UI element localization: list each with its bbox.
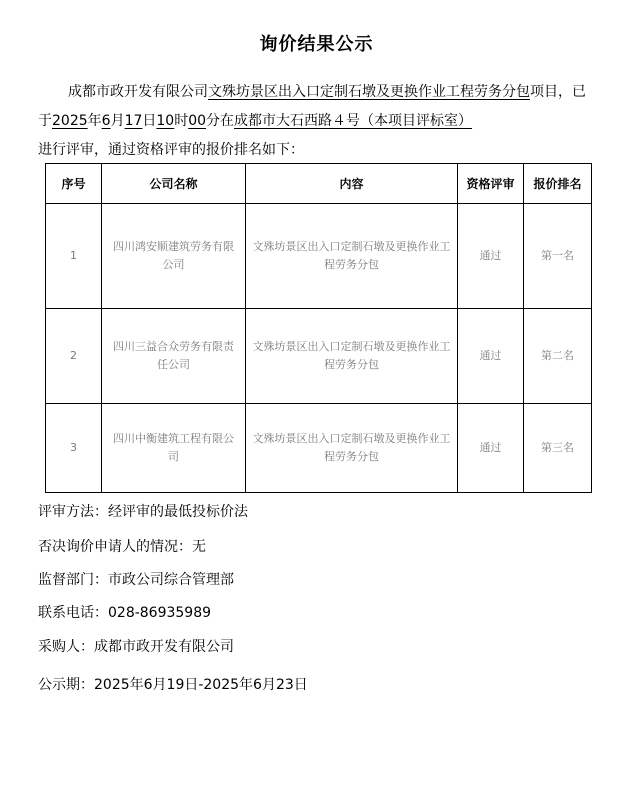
intro-paragraph — [38, 78, 598, 165]
document-title: 询价结果公示 — [259, 34, 374, 55]
purchaser-info: 采购人：成都市政开发有限公司 — [38, 639, 234, 655]
table-row — [46, 204, 592, 309]
cell-content: 文殊坊景区出入口定制石墩及更换作业工程劳务分包 — [246, 204, 458, 309]
supervising-department: 监督部门：市政公司综合管理部 — [38, 572, 234, 588]
header-content: 内容 — [246, 164, 458, 204]
cell-no: 1 — [46, 204, 102, 309]
day-unit: 日 — [142, 113, 157, 129]
header-qualification: 资格评审 — [458, 164, 524, 204]
cell-content: 文殊坊景区出入口定制石墩及更换作业工程劳务分包 — [246, 309, 458, 404]
evaluation-method: 评审方法：经评审的最低投标价法 — [38, 504, 248, 520]
cell-rank: 第一名 — [524, 204, 592, 309]
cell-qualification: 通过 — [458, 404, 524, 493]
results-table — [45, 163, 592, 493]
month: 6 — [101, 113, 111, 129]
table-row — [46, 404, 592, 493]
table-header-row — [46, 164, 592, 204]
hour: 10 — [156, 113, 175, 129]
hour-unit: 时 — [174, 113, 189, 129]
cell-company: 四川三益合众劳务有限责任公司 — [102, 309, 246, 404]
cell-qualification: 通过 — [458, 309, 524, 404]
minute-unit: 分在 — [206, 113, 235, 129]
year: 2025 — [52, 113, 88, 129]
publicity-period: 公示期：2025年6月19日-2025年6月23日 — [38, 677, 308, 693]
rejected-applicants: 否决询价申请人的情况：无 — [38, 539, 206, 555]
cell-rank: 第二名 — [524, 309, 592, 404]
header-no: 序号 — [46, 164, 102, 204]
cell-company: 四川中衡建筑工程有限公司 — [102, 404, 246, 493]
cell-qualification: 通过 — [458, 204, 524, 309]
header-company: 公司名称 — [102, 164, 246, 204]
table-row — [46, 309, 592, 404]
intro-text: 项目，已于 — [38, 84, 586, 129]
cell-no: 3 — [46, 404, 102, 493]
minute: 00 — [188, 113, 207, 129]
header-rank: 报价排名 — [524, 164, 592, 204]
cell-company: 四川鸿安顺建筑劳务有限公司 — [102, 204, 246, 309]
location: 成都市大石西路４号（本项目评标室） — [234, 113, 473, 129]
contact-phone: 联系电话：028-86935989 — [38, 605, 212, 621]
intro-closing: 进行评审，通过资格评审的报价排名如下： — [38, 142, 304, 158]
purchaser-name: 成都市政开发有限公司 — [68, 84, 208, 100]
month-unit: 月 — [110, 113, 125, 129]
year-unit: 年 — [87, 113, 102, 129]
cell-rank: 第三名 — [524, 404, 592, 493]
cell-content: 文殊坊景区出入口定制石墩及更换作业工程劳务分包 — [246, 404, 458, 493]
day: 17 — [124, 113, 143, 129]
project-name: 文殊坊景区出入口定制石墩及更换作业工程劳务分包 — [208, 84, 530, 100]
cell-no: 2 — [46, 309, 102, 404]
